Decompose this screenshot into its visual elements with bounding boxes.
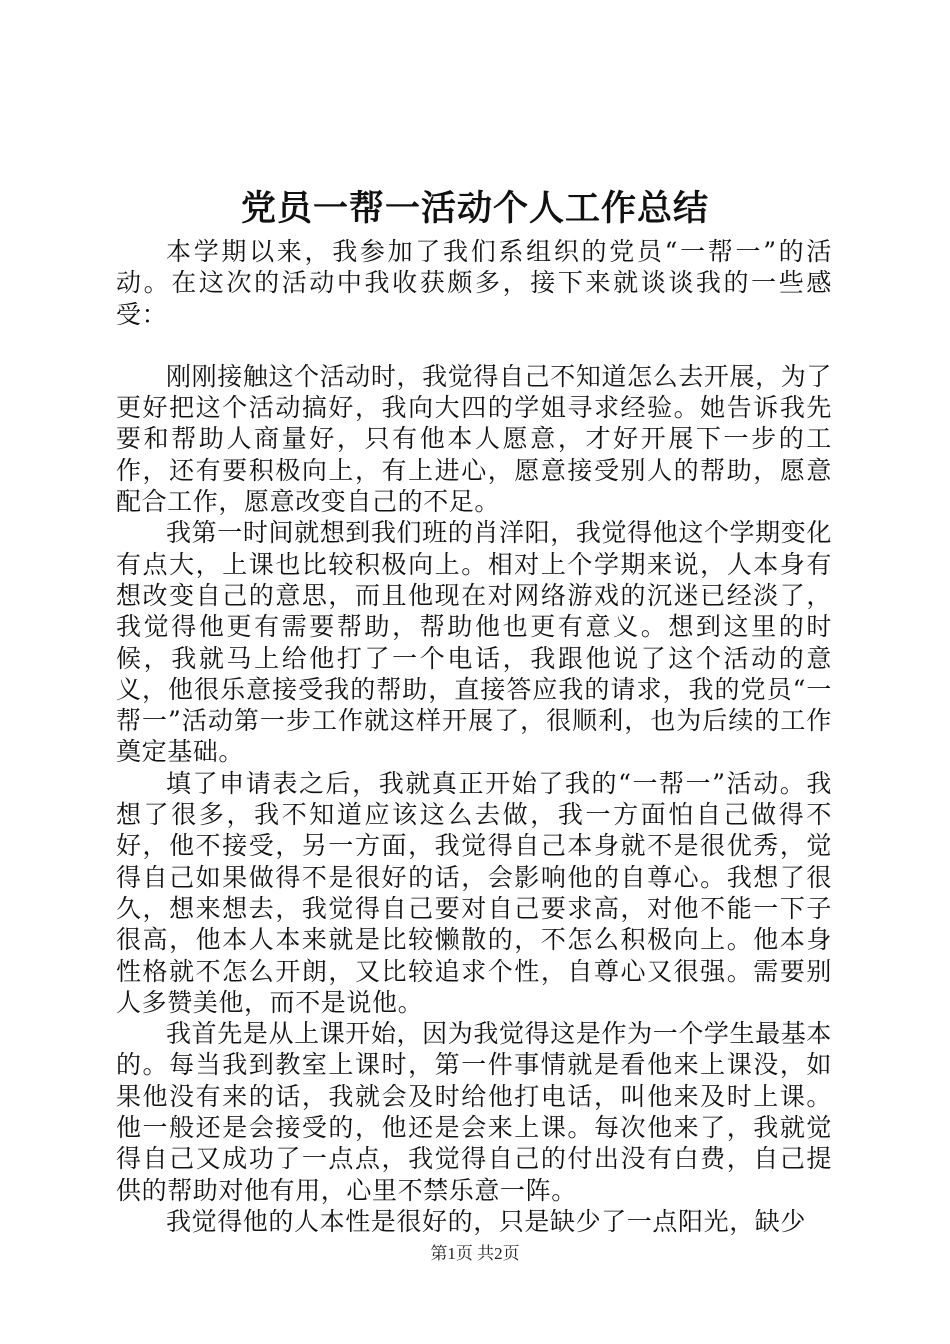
paragraph-2: 刚刚接触这个活动时，我觉得自己不知道怎么去开展，为了更好把这个活动搞好，我向大四的学姐寻求经验。她告诉我先要和帮助人商量好，只有他本人愿意，才好开展下一步的工作，还有要积极向上，有上进心，愿意接受别人的帮助，愿意配合工作，愿意改变自己的不足。 [116, 361, 832, 517]
paragraph-6: 我觉得他的人本性是很好的，只是缺少了一点阳光，缺少 [166, 1206, 807, 1236]
document-body [116, 236, 832, 1237]
paragraph-intro: 本学期以来，我参加了我们系组织的党员“一帮一”的活动。在这次的活动中我收获颇多，接下来就谈谈我的一些感受： [116, 237, 832, 329]
paragraph-4: 填了申请表之后，我就真正开始了我的“一帮一”活动。我想了很多，我不知道应该这么去做，我一方面怕自己做得不好，他不接受，另一方面，我觉得自己本身就不是很优秀，觉得自己如果做得不是很好的话，会影响他的自尊心。我想了很久，想来想去，我觉得自己要对自己要求高，对他不能一下子很高，他本人本来就是比较懒散的，不怎么积极向上。他本身性格就不怎么开朗，又比较追求个性，自尊心又很强。需要别人多赞美他，而不是说他。 [116, 768, 832, 1017]
paragraph-5: 我首先是从上课开始，因为我觉得这是作为一个学生最基本的。每当我到教室上课时，第一件事情就是看他来上课没，如果他没有来的话，我就会及时给他打电话，叫他来及时上课。他一般还是会接受的，他还是会来上课。每次他来了，我就觉得自己又成功了一点点，我觉得自己的付出没有白费，自己提供的帮助对他有用，心里不禁乐意一阵。 [116, 1019, 832, 1205]
document-title: 党员一帮一活动个人工作总结 [240, 188, 709, 229]
page-number-footer: 第1页 共2页 [430, 1244, 520, 1263]
paragraph-3: 我第一时间就想到我们班的肖洋阳，我觉得他这个学期变化有点大，上课也比较积极向上。相对上个学期来说，人本身有想改变自己的意思，而且他现在对网络游戏的沉迷已经淡了，我觉得他更有需要帮助，帮助他也更有意义。想到这里的时候，我就马上给他打了一个电话，我跟他说了这个活动的意义，他很乐意接受我的帮助，直接答应我的请求，我的党员“一帮一”活动第一步工作就这样开展了，很顺利，也为后续的工作奠定基础。 [116, 518, 832, 767]
